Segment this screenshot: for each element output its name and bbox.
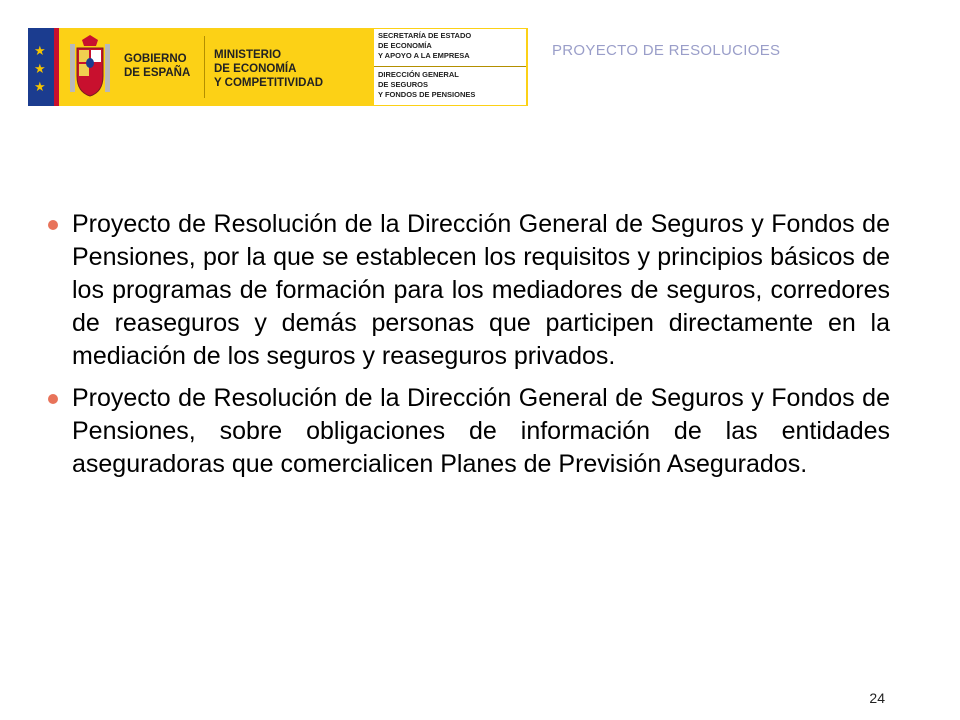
- star-icon: ★: [34, 61, 46, 76]
- coat-of-arms-icon: [68, 34, 112, 100]
- ministry-line-1: MINISTERIO: [214, 49, 282, 61]
- eu-flag-strip: [28, 28, 54, 106]
- ministry-line-3: Y COMPETITIVIDAD: [214, 77, 324, 89]
- ministry-line-2: DE ECONOMÍA: [214, 63, 297, 75]
- government-name: [124, 52, 190, 80]
- secretariat-line-2: DE ECONOMÍA: [378, 41, 432, 50]
- secretariat-line-3: Y APOYO A LA EMPRESA: [378, 51, 470, 60]
- gov-line-1: GOBIERNO: [124, 53, 187, 65]
- bullet-dot-icon: [48, 394, 58, 404]
- directorate-line-2: DE SEGUROS: [378, 80, 429, 89]
- bullet-text: Proyecto de Resolución de la Dirección General de Seguros y Fondos de Pensiones, por la que se establecen los requisitos y principios básicos de los programas de formación para los mediadores de seguros, corredores de reaseguros y demás personas que participen directamente en la mediación de los seguros y reaseguros privados.: [72, 210, 890, 370]
- page-number: 24: [869, 690, 885, 706]
- bullet-list: [48, 208, 890, 490]
- star-icon: ★: [34, 79, 46, 94]
- government-logo-header: [28, 28, 528, 106]
- ministry-name: [214, 48, 323, 90]
- bullet-item: [48, 382, 890, 481]
- directorate-name: [378, 70, 475, 100]
- secretariat-line-1: SECRETARÍA DE ESTADO: [378, 31, 472, 40]
- star-icon: ★: [34, 43, 46, 58]
- secretariat-name: [378, 31, 471, 61]
- logo-separator: [204, 36, 205, 98]
- slide-section-title: PROYECTO DE RESOLUCIOES: [552, 42, 781, 59]
- bullet-text: Proyecto de Resolución de la Dirección General de Seguros y Fondos de Pensiones, sobre obligaciones de información de las entidades aseguradoras que comercialicen Planes de Previsión Asegurados.: [72, 384, 890, 478]
- gov-line-2: DE ESPAÑA: [124, 67, 191, 79]
- department-divider: [374, 66, 526, 67]
- bullet-item: [48, 208, 890, 373]
- directorate-line-1: DIRECCIÓN GENERAL: [378, 70, 459, 79]
- directorate-line-3: Y FONDOS DE PENSIONES: [378, 90, 476, 99]
- bullet-dot-icon: [48, 220, 58, 230]
